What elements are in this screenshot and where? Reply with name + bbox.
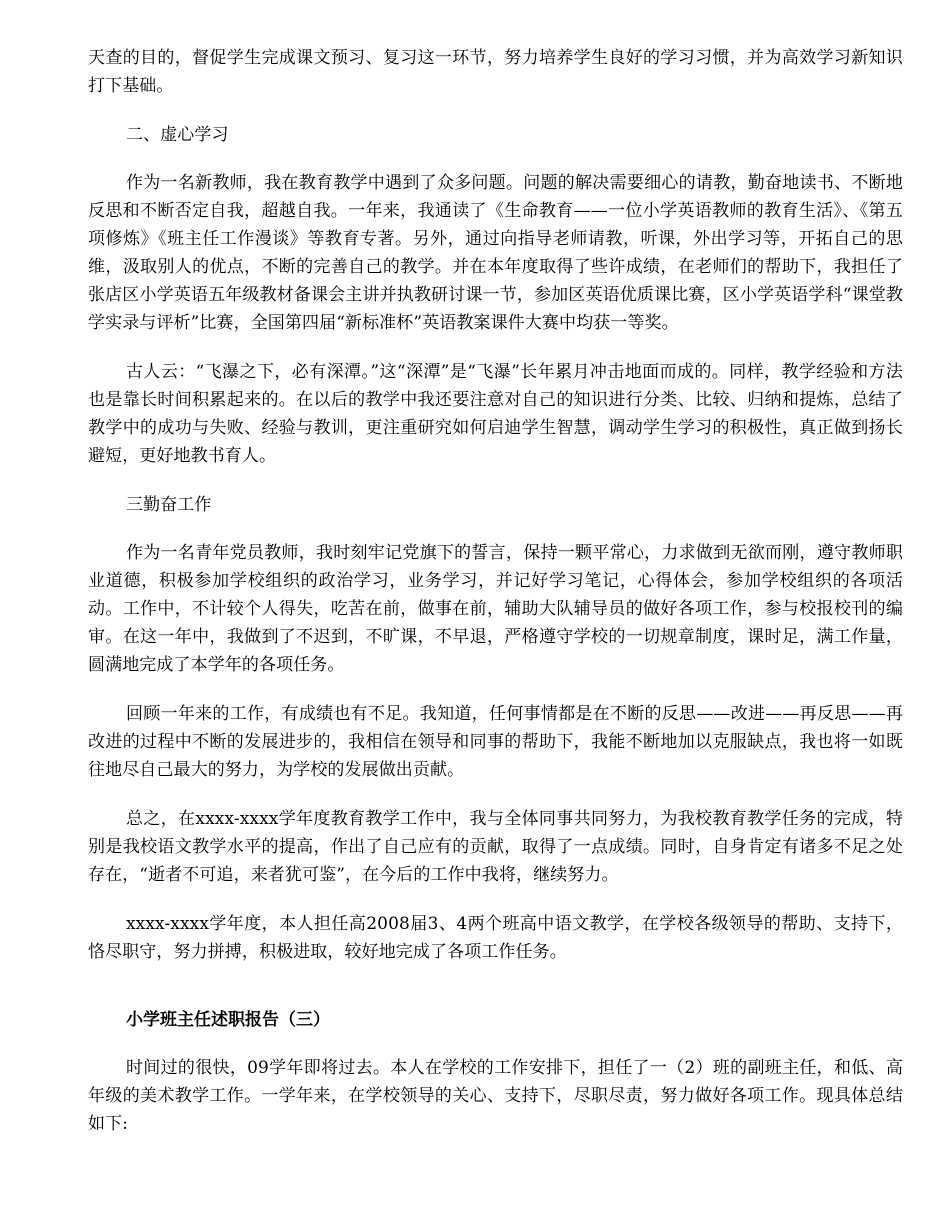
paragraph-new-teacher: 作为一名新教师，我在教育教学中遇到了众多问题。问题的解决需要细心的请教，勤奋地读书、不断地反思和不断否定自我，超越自我。一年来，我通读了《生命教育——一位小学英语教师的教育生活》、《第五项修炼》《班主任工作漫谈》等教育专著。另外，通过向指导老师请教，听课，外出学习等，开拓自己的思维，汲取别人的优点，不断的完善自己的教学。并在本年度取得了些许成绩，在老师们的帮助下，我担任了张店区小学英语五年级教材备课会主讲并执教研讨课一节，参加区英语优质课比赛，区小学英语学科“课堂教学实录与评析”比赛，全国第四届“新标准杯”英语教案课件大赛中均获一等奖。 [88,173,903,333]
paragraph-review: 回顾一年来的工作，有成绩也有不足。我知道，任何事情都是在不断的反思——改进——再反思——再改进的过程中不断的发展进步的，我相信在领导和同事的帮助下，我能不断地加以克服缺点，我也将一如既往地尽自己最大的努力，为学校的发展做出贡献。 [88,704,903,780]
document-page [88,44,903,1159]
paragraph-closing: 时间过的很快，09学年即将过去。本人在学校的工作安排下，担任了一（2）班的副班主任，和低、高年级的美术教学工作。一学年来，在学校领导的关心、支持下，尽职尽责，努力做好各项工作。现具体总结如下: [88,1058,903,1134]
paragraph-summary: 总之，在xxxx-xxxx学年度教育教学工作中，我与全体同事共同努力，为我校教育教学任务的完成，特别是我校语文教学水平的提高，作出了自己应有的贡献，取得了一点成绩。同时，自身肯定有诸多不足之处存在，“逝者不可追，来者犹可鉴”，在今后的工作中我将，继续努力。 [88,809,903,885]
heading-diligent-work: 三勤奋工作 [126,495,212,515]
paragraph-school-year: xxxx-xxxx学年度，本人担任高2008届3、4两个班高中语文教学，在学校各级领导的帮助、支持下，恪尽职守，努力拼搏，积极进取，较好地完成了各项工作任务。 [88,914,903,962]
paragraph-continuation: 天查的目的，督促学生完成课文预习、复习这一环节，努力培养学生良好的学习习惯，并为高效学习新知识打下基础。 [88,48,903,96]
paragraph-party-member: 作为一名青年党员教师，我时刻牢记党旗下的誓言，保持一颗平常心，力求做到无欲而刚，遵守教师职业道德，积极参加学校组织的政治学习，业务学习，并记好学习笔记，心得体会，参加学校组织的各项活动。工作中，不计较个人得失，吃苦在前，做事在前，辅助大队辅导员的做好各项工作，参与校报校刊的编审。在这一年中，我做到了不迟到，不旷课，不早退，严格遵守学校的一切规章制度，课时足，满工作量，圆满地完成了本学年的各项任务。 [88,543,903,675]
paragraph-ancient-saying: 古人云：“飞瀑之下，必有深潭。”这“深潭”是“飞瀑”长年累月冲击地面而成的。同样，教学经验和方法也是靠长时间积累起来的。在以后的教学中我还要注意对自己的知识进行分类、比较、归纳和提炼，总结了教学中的成功与失败、经验与教训，更注重研究如何启迪学生智慧，调动学生学习的积极性，真正做到扬长避短，更好地教书育人。 [88,362,903,466]
heading-humble-learning: 二、虚心学习 [126,125,229,145]
section-title: 小学班主任述职报告（三） [126,1010,330,1030]
